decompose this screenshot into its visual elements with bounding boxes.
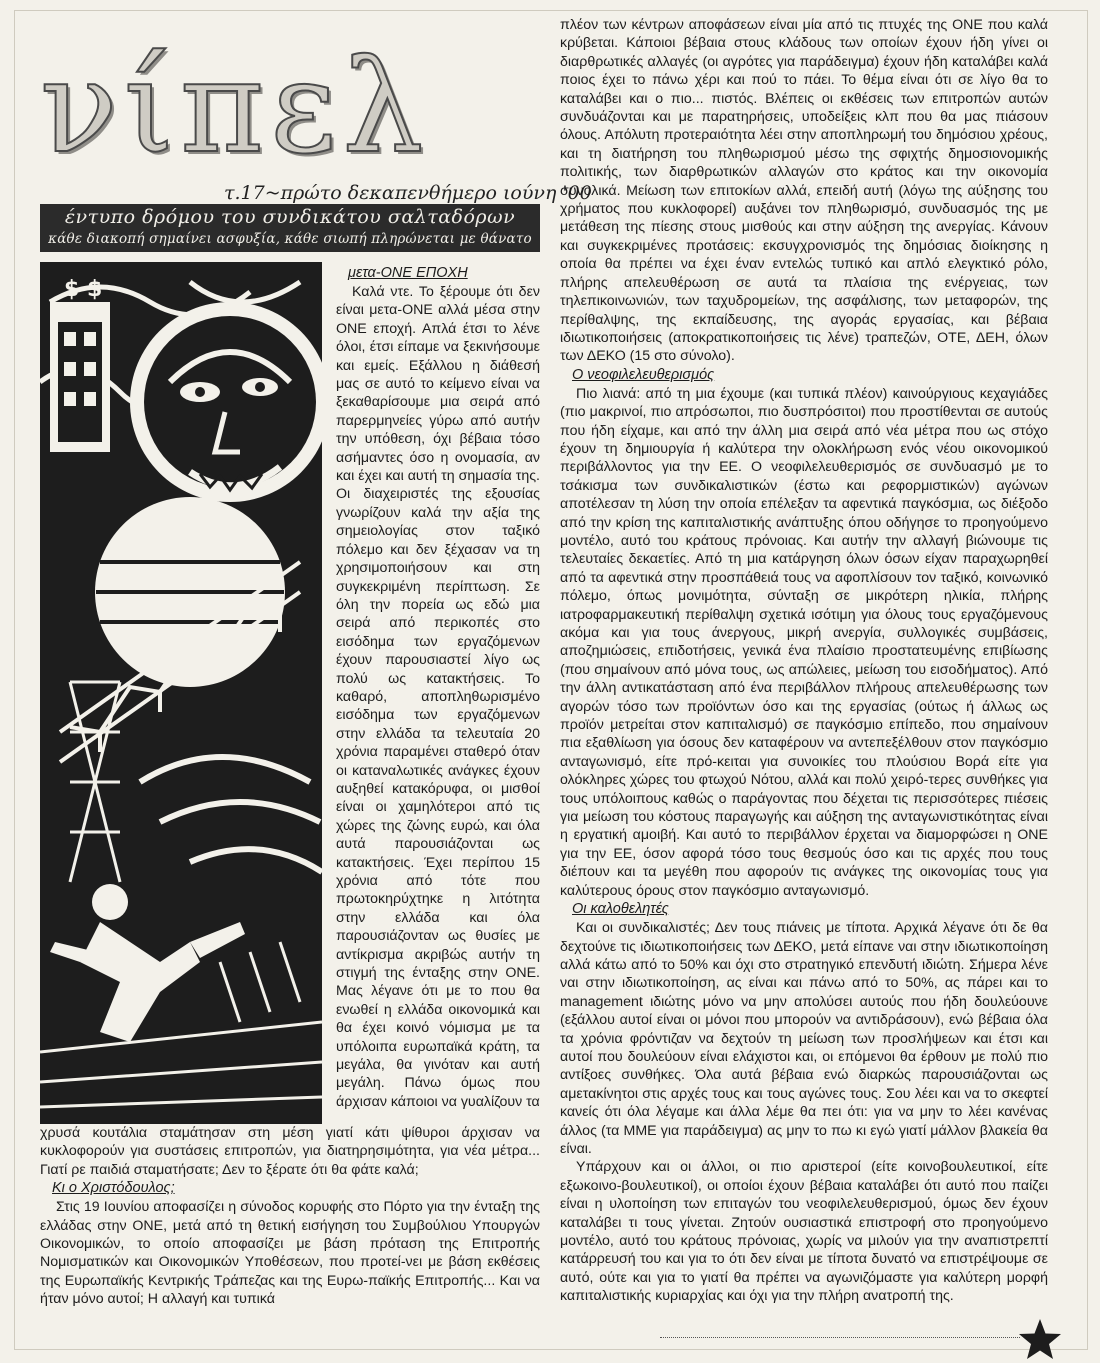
footer-rule: [660, 1337, 1020, 1338]
article-column-bottom: [40, 1124, 540, 1309]
paragraph: Στις 19 Ιουνίου αποφασίζει η σύνοδος κορυφής στο Πόρτο για την ένταξη της ελλάδας στην ΟΝΕ, μετά από τη θετική εισήγηση του Συμβούλιου Υπουργών Οικονομικών, το οποίο αποφασίζει με βάση πρόταση της Επιτροπής Νομισματικών και Οικονομικών Υποθέσεων, που προτεί-νει με βάση εκθέσεις της Ευρωπαϊκής Κεντρικής Τράπεζας και της Ευρω-παϊκής Επιτροπής... Και να ήταν μόνο αυτοί; Η αλλαγή και τυπικά: [40, 1199, 540, 1308]
article-column-right: [560, 16, 1048, 1306]
tagline: έντυπο δρόμου του συνδικάτου σαλταδόρων: [64, 206, 516, 228]
paragraph: Πιο λιανά: από τη μια έχουμε (και τυπικά πλέον) καινούργιους κεχαγιάδες (πιο μακρινοί, πιο απρόσωποι, πιο δυσπρόσιτοι) που προστίθενται σε αυτούς που ήδη είχαμε, και από την άλλη μια σειρά από νέα μέτρα που ως στόχο έχουν τη δημιουργία ή καλύτερα την ολοκλήρωση ενός νέου οικονομικού περιβάλλοντος για την ΕΕ. Ο νεοφιλελευθερισμός σε συνδυασμό με το τσάκισμα των συνδικαλιστικών (έστω και ρεφορμιστικών) αγώνων αποτέλεσαν τη λύση την οποία επέλεξαν τα αφεντικά παγκόσμια, ως διέξοδο από την κρίση της καπιταλιστικής ανάπτυξης όπου οδήγησε το προηγούμενο μοντέλο, αυτό του κράτους πρόνοιας. Και αυτήν την αλλαγή βιώνουμε τις τελευταίες δεκαετίες. Από τη μια κατάργηση όλων όσων είχαν παραχωρηθεί από τα αφεντικά στην προσπάθειά τους να αφοπλίσουν τον ταξικό, κοινωνικό πόλεμο, όπως μονιμότητα, σύνταξη σε μικρότερη ηλικία, πλήρης ιατροφαρμακευτική περίθαλψη σχετικά ισότιμη για όλους τους εργαζόμενους ακόμα και για τους άνεργους, μικρή ανεργία, συλλογικές συμβάσεις, αποζημιώσεις, επιδοτήσεις, γενικά ένα πλαίσιο προστατευμένης επιβίωσης (που σημαίνουν από μόνα τους, ως απώλειες, μείωση του εισοδήματος). Από την άλλη αντικατάσταση από ένα περιβάλλον πλήρους απελευθέρωσης των αγορών τόσο των προϊόντων όσο και της εργασίας (ούτως ή άλλως ως προϊόν μετρείται στον καπιταλισμό) σε παγκόσμιο επίπεδο, που σημαίνουν πια εξαθλίωση για όσους δεν καταφέρουν να αντεπεξέλθουν στον παγκόσμιο ανταγωνισμό, είτε πρό-κειται για συνοικίες του πλούσιου Βορά είτε για ολόκληρες χώρες του φτωχού Νότου, αλλά και πολύ χειρό-τερες συνθήκες για τους υπόλοιπους καθώς ο παράγοντας που δέχεται τις περισσότερες πιέσεις για μείωση του κόστους παραγωγής και αύξηση της ανταγωνιστικότητας είναι η εργατική αμοιβή. Και αυτό το περιβάλλον έρχεται να διαμορφώσει η ΟΝΕ για την ΕΕ, όσον αφορά τόσο τους θεσμούς όσο και τις αρχές που τους διέπουν και τα μεγέθη που αφορούν τις ανάγκες της οικονομίας τους για καλύτερους όρους στον παγκόσμιο ανταγωνισμό.: [560, 385, 1048, 899]
section-title: μετα-ONE ΕΠΟΧΗ: [348, 265, 468, 281]
issue-line: τ.17~πρώτο δεκαπενθήμερο ιούνη '00: [224, 182, 592, 204]
woodcut-illustration: [40, 262, 322, 1124]
section-title: Κι ο Χριστόδουλος;: [52, 1180, 175, 1197]
motto: κάθε διακοπή σημαίνει ασφυξία, κάθε σιωπή πληρώνεται με θάνατο: [48, 231, 532, 247]
masthead-logo: [40, 33, 540, 182]
paragraph: χρυσά κουτάλια σταμάτησαν στη μέση γιατί κάτι ψίθυροι άρχισαν να κυκλοφορούν για συστάσεις επιτροπών, για διατηρησιμότητα, για νέα μέτρα... Γιατί ρε παιδιά σταματήσατε; Δεν το ξέρατε ότι θα φάτε καλά;: [40, 1125, 540, 1178]
building-shape: [50, 302, 110, 452]
logo-text: νίπελ: [40, 33, 430, 182]
section-title: Οι καλοθελητές: [572, 901, 669, 918]
section-title: Ο νεοφιλελευθερισμός: [572, 366, 715, 383]
star-icon: [1018, 1318, 1062, 1360]
paragraph: Καλά ντε. Το ξέρουμε ότι δεν είναι μετα-ΟΝΕ αλλά μέσα στην ΟΝΕ εποχή. Απλά έτσι το λένε όλοι, έτσι είπαμε να ξεκινήσουμε και εμείς. Εξάλλου η διάθεσή μας σε αυτό το κείμενο είναι να ξεκαθαρίσουμε μια σειρά από παρερμηνείες γύρω από αυτήν την υπόθεση, όχι βέβαια τόσο ασήμαντες όσο η ονομασία, αν και έχει και αυτή τη σημασία της. Οι διαχειριστές της εξουσίας γνωρίζουν καλά την αξία της σημειολογίας στον ταξικό πόλεμο και δεν ξέχασαν να τη χρησιμοποιήσουν και στη συγκεκριμένη περίπτωση. Σε όλη την πορεία ως εδώ μια σειρά από περικοπές στο εισόδημα των εργαζόμενων έχουν παρουσιαστεί λίγο ως πολύ ως κατακτήσεις. Το καθαρό, αποπληθωρισμένο εισόδημα των εργαζόμενων στην ελλάδα τα τελευταία 20 χρόνια παραμένει σταθερό όταν οι καταναλωτικές ανάγκες έχουν αυξηθεί κατακόρυφα, οι μισθοί είναι οι χαμηλότεροι από τις χώρες της ζώνης ευρώ, και όλα αυτά παρουσιάζονται ως κατακτήσεις. Έχει περίπου 15 χρόνια από τότε που πρωτοκηρύχτηκε η λιτότητα στην ελλάδα και όλα παρουσιάζονταν ως θυσίες με αντίκρισμα ακριβώς αυτήν τη στιγμή της ένταξης στην ΟΝΕ. Μας λέγανε ότι με το που θα ενωθεί η ελλάδα οικονομικά και θα έχει κοινό νόμισμα με τα υπόλοιπα ευρωπαϊκά κράτη, τα μεγάλα, θα γινόταν και αυτή μεγάλη. Πάνω όμως που άρχισαν κάποιοι να γυαλίζουν τα: [336, 284, 540, 1110]
svg-text:$ $: $ $: [64, 277, 103, 302]
paragraph: Και οι συνδικαλιστές; Δεν τους πιάνεις με τίποτα. Αρχικά λέγανε ότι δε θα δεχτούνε τις ιδιωτικοποιήσεις των ΔΕΚΟ, μετά είπανε ναι στην ιδιωτικοποίηση αλλά κάτω από το 50% και όχι στο στρατηγικό επενδυτή ιδιώτη. Σήμερα λένε ναι στην ιδιωτικοποίηση, ας είναι και πάνω από το 50%, ας πάρει και το management ιδιώτης μόνο να μην απολύσει αυτούς που ήδη δουλεύουνε (εξάλλου αυτοί είναι οι μόνοι που μπορούν να αντιδράσουν), ενώ βέβαια όλα τα χρόνια φρόντιζαν να δεχτούν τη μείωση των προσλήψεων και έτσι και αυτοί που δουλεύουν είναι ελάχιστοι και, οι επόμενοι θα έρθουν με πολύ πιο αντίξοες συνθήκες. Όλα αυτά βέβαια ενώ διαρκώς παρουσιάζονται ως αμετακίνητοι στις αρχές τους και τους αγώνες τους. Σου λέει και να το σκεφτεί κανείς ότι όλα λέγαμε και άλλα λέμε θα πει ότι: για να μην το λέει κανένας άλλος (τα ΜΜΕ για παράδειγμα) ας μην το πω κι εγώ γιατί μάλλον βλακεία θα είναι.: [560, 920, 1048, 1157]
masthead-banner: [40, 204, 540, 252]
paragraph: πλέον των κέντρων αποφάσεων είναι μία από τις πτυχές της ΟΝΕ που καλά κρύβεται. Κάποιοι βέβαια στους κλάδους των οποίων έχουν ήδη γίνει οι διαρθρωτικές αλλαγές (οι αγρότες για παράδειγμα) έχουν ήδη καταλάβει καλά ποιος έχει το πάνω χέρι και πού το πάει. Το θέμα είναι ότι σε λίγο θα το καταλάβει και ο πιο... πιστός. Βλέπεις οι εκθέσεις των επιτροπών αυτών συνδυάζονται και με παρατηρήσεις, υποδείξεις κλπ που θα μας πιάσουν όλους. Απόλυτη προτεραιότητα λέει στην αποπληρωμή του δημόσιου χρέους, και τη διατήρηση του πληθωρισμού μέσω της σφιχτής δημοσιονομικής πολιτικής, των διαρθρωτικών αλλαγών στο κράτος και την οικονομία συνολικά. Μείωση των επιτοκίων αλλά, επειδή αυτή (λόγω της αύξησης του χρήματος που κυκλοφορεί) αυξάνει τον πληθωρισμό, συνδυασμός της με μετάθεση της πίεσης στους μισθούς και στην αύξηση της ανεργίας. Κάνουν και συγκεκριμένες προτάσεις: εκσυγχρονισμός της δημόσιας διοίκησης η οποία θα πρέπει να έχει έναν εντελώς τυπικό και απλό ελεγκτικό ρόλο, πλήρης απελευθέρωση σε αυτά τα πλαίσια της ενέργειας, των τηλεπικοινωνιών, των ταχυδρομείων, της ασφάλισης, των μεταφορών, της περίθαλψης, της εκπαίδευσης, της αγοράς εργασίας, και βέβαια ιδιωτικοποιήσεις (αποκρατικοποιήσεις τις λένε) τραπεζών, ΟΤΕ, ΔΕΗ, όλων των ΔΕΚΟ (15 στο σύνολο).: [560, 17, 1048, 365]
paragraph: Υπάρχουν και οι άλλοι, οι πιο αριστεροί (είτε κοινοβουλευτικοί, είτε εξωκοινο-βουλευτικοί), οι οποίοι έχουν βέβαια καταλάβει ότι αυτό που παίζει είναι η υλοποίηση των επιταγών του νεοφιλελευθερισμού, όμως δεν έχουν καταλάβει τι τους γίνεται. Ζητούν ουσιαστικά επιστροφή στο προηγούμενο μοντέλο, αυτό του κράτους πρόνοιας, χωρίς να μιλούν για την αναπιστρεπτί κατάρρευσή του και για το ότι δεν είναι με τίποτα δυνατό να επιστρέψουμε σε αυτό, ούτε και για το γιατί θα πρέπει να αγωνιζόμαστε για καλύτερη μορφή καπιταλιστικής κυριαρχίας και όχι για την πλήρη ανατροπή της.: [560, 1159, 1048, 1305]
face-moon-shape: [130, 302, 322, 502]
article-column-middle: [336, 264, 540, 1111]
